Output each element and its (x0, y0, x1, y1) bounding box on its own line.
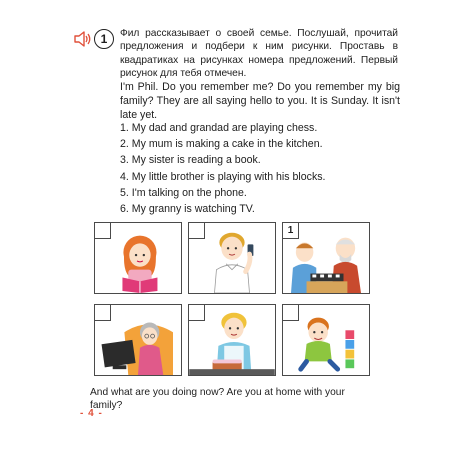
closing-question: And what are you doing now? Are you at home with your family? (90, 387, 345, 412)
task-instructions: Фил рассказывает о своей семье. Послушай, прочитай предложения и подбери к ним рисунки. Проставь в квадратиках на рисунках номера предложений. Первый рисунок для тебя отмечен. (120, 28, 398, 79)
answer-box[interactable] (189, 305, 205, 321)
picture-boy-phone (188, 222, 276, 294)
picture-sister-reading (94, 222, 182, 294)
answer-box[interactable] (95, 305, 111, 321)
intro-paragraph: I'm Phil. Do you remember me? Do you remember my big family? They are all saying hello to you. It is Sunday. It isn't late yet. (120, 81, 400, 122)
picture-chess (282, 222, 370, 294)
answer-box[interactable] (95, 223, 111, 239)
sentence-list (120, 120, 400, 217)
speaker-icon[interactable] (74, 31, 92, 47)
answer-box[interactable]: 1 (283, 223, 299, 239)
sentence-item: 2. My mum is making a cake in the kitchen. (120, 138, 323, 151)
picture-granny-tv (94, 304, 182, 376)
answer-box[interactable] (189, 223, 205, 239)
picture-mum-cake (188, 304, 276, 376)
exercise-number: 1 (94, 29, 114, 49)
sentence-item: 5. I'm talking on the phone. (120, 186, 247, 199)
sentence-item: 4. My little brother is playing with his blocks. (120, 170, 326, 183)
picture-grid (94, 222, 370, 376)
sentence-item: 3. My sister is reading a book. (120, 154, 261, 167)
picture-brother-blocks (282, 304, 370, 376)
sentence-item: 1. My dad and grandad are playing chess. (120, 122, 318, 134)
sentence-item: 6. My granny is watching TV. (120, 203, 255, 216)
answer-box[interactable] (283, 305, 299, 321)
page-number: - 4 - (80, 408, 103, 419)
